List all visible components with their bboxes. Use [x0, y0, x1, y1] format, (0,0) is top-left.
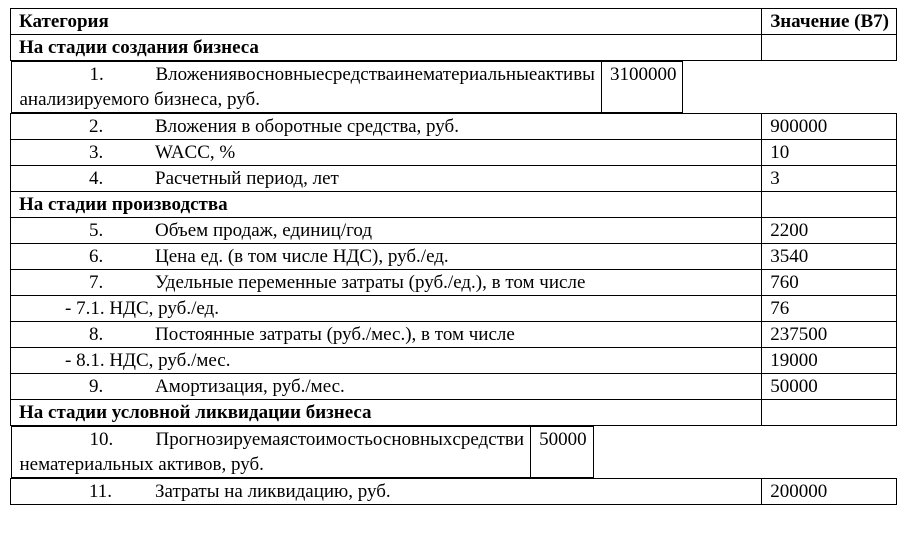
row-word: и: [394, 64, 405, 85]
row-number: 7.: [89, 272, 104, 293]
row-word: в: [237, 64, 247, 85]
row-value: 3540: [762, 244, 897, 270]
section-row: [11, 192, 897, 218]
section-title: На стадии производства: [11, 192, 762, 218]
row-value: 760: [762, 270, 897, 296]
row-text-line1: [156, 62, 595, 87]
table-row: [11, 426, 762, 478]
row-value: 200000: [762, 479, 897, 505]
header-value: Значение (В7): [762, 9, 897, 35]
table-row: [11, 322, 897, 348]
table-row: [11, 374, 897, 400]
row-description: [11, 218, 762, 244]
row-description: [11, 244, 762, 270]
row-text: Вложения в оборотные средства, руб.: [155, 116, 459, 137]
document-page: [10, 8, 897, 505]
section-title: На стадии условной ликвидации бизнеса: [11, 400, 762, 426]
row-value: 76: [762, 296, 897, 322]
row-description: [11, 166, 762, 192]
row-value: 2200: [762, 218, 897, 244]
header-category: Категория: [11, 9, 762, 35]
row-description: [11, 348, 762, 374]
row-word: и: [513, 429, 525, 450]
row-description: [11, 427, 531, 478]
row-number: 5.: [89, 220, 104, 241]
row-text: Удельные переменные затраты (руб./ед.), в том числе: [155, 272, 586, 293]
row-text-line2: нематериальных активов, руб.: [19, 454, 264, 475]
row-value: 900000: [762, 114, 897, 140]
row-value: 50000: [762, 374, 897, 400]
section-row: [11, 400, 897, 426]
row-value: 237500: [762, 322, 897, 348]
table-row: [11, 218, 897, 244]
row-word: Прогнозируемая: [155, 429, 290, 450]
section-value-empty: [762, 192, 897, 218]
table-row: [11, 114, 897, 140]
row-description: [11, 322, 762, 348]
row-number: 2.: [89, 116, 104, 137]
table-row: [11, 479, 897, 505]
row-text: Постоянные затраты (руб./мес.), в том числе: [155, 324, 515, 345]
row-word: Вложения: [155, 64, 238, 85]
row-description: [11, 296, 762, 322]
row-text-line1: [156, 427, 525, 452]
row-description: [11, 374, 762, 400]
row-number: 6.: [89, 246, 104, 267]
row-value: 3: [762, 166, 897, 192]
section-value-empty: [762, 35, 897, 61]
row-number: 10.: [89, 429, 114, 450]
row-description: [11, 479, 762, 505]
row-description: [11, 62, 601, 113]
row-value: 10: [762, 140, 897, 166]
row-value: 50000: [531, 427, 594, 478]
row-text: - 8.1. НДС, руб./мес.: [65, 350, 231, 371]
table-row: [11, 270, 897, 296]
section-row: [11, 35, 897, 61]
table-header-row: [11, 9, 897, 35]
row-text: Объем продаж, единиц/год: [155, 220, 373, 241]
row-word: нематериальные: [404, 64, 538, 85]
row-number: 4.: [89, 168, 104, 189]
row-word: основные: [246, 64, 325, 85]
row-value: 19000: [762, 348, 897, 374]
row-word: активы: [537, 64, 595, 85]
row-number: 3.: [89, 142, 104, 163]
row-text: - 7.1. НДС, руб./ед.: [65, 298, 219, 319]
row-word: средств: [452, 429, 514, 450]
row-word: стоимость: [289, 429, 373, 450]
row-number: 9.: [89, 376, 104, 397]
row-description: [11, 114, 762, 140]
section-title: На стадии создания бизнеса: [11, 35, 762, 61]
row-word: средства: [324, 64, 395, 85]
row-word: основных: [372, 429, 453, 450]
table-body: [11, 35, 897, 505]
row-text-line2: анализируемого бизнеса, руб.: [19, 89, 260, 110]
row-value: 3100000: [601, 62, 683, 113]
row-text: Затраты на ликвидацию, руб.: [155, 481, 391, 502]
table-row: [11, 61, 762, 113]
row-number: 1.: [89, 64, 104, 85]
row-number: 11.: [89, 481, 113, 502]
row-text: Цена ед. (в том числе НДС), руб./ед.: [155, 246, 449, 267]
row-text: WACC, %: [155, 142, 236, 163]
parameters-table: [10, 8, 897, 505]
table-row: [11, 244, 897, 270]
table-row: [11, 296, 897, 322]
table-row: [11, 166, 897, 192]
section-value-empty: [762, 400, 897, 426]
row-description: [11, 270, 762, 296]
row-text: Амортизация, руб./мес.: [155, 376, 345, 397]
table-row: [11, 348, 897, 374]
row-number: 8.: [89, 324, 104, 345]
table-row: [11, 140, 897, 166]
row-text: Расчетный период, лет: [155, 168, 339, 189]
row-description: [11, 140, 762, 166]
